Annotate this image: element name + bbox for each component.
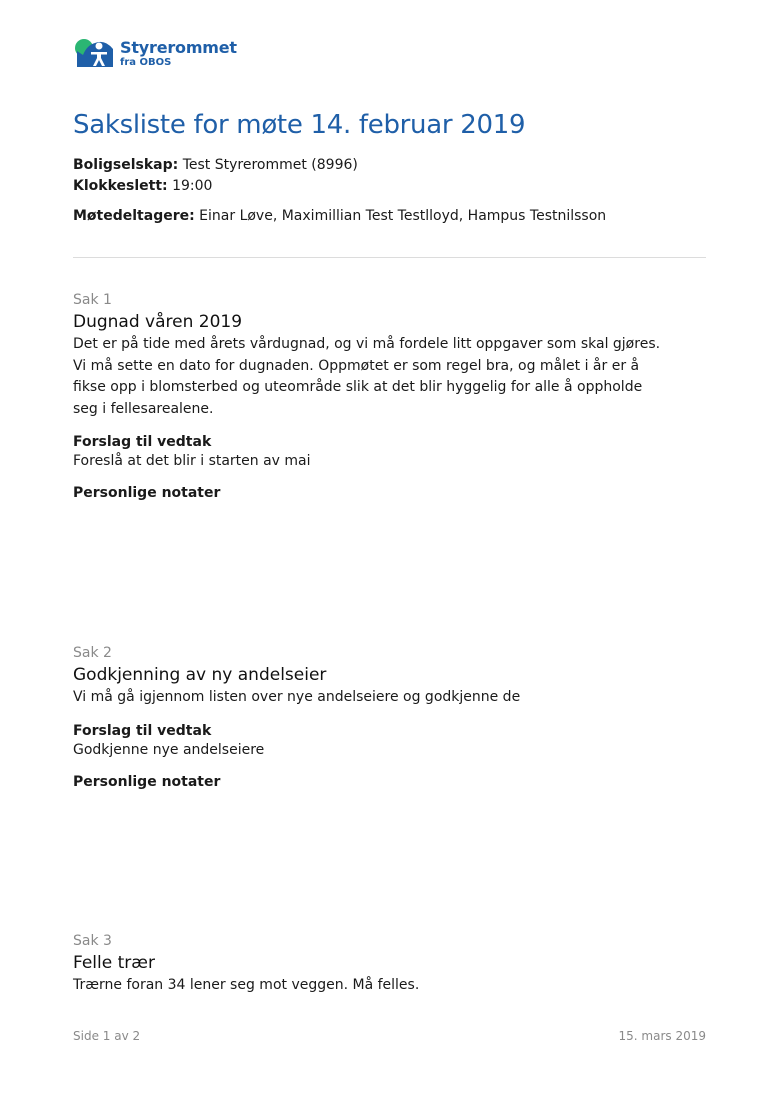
notater-label: Personlige notater: [73, 485, 221, 501]
sak-description: Trærne foran 34 lener seg mot veggen. Må felles.: [73, 977, 420, 993]
forslag-label: Forslag til vedtak: [73, 434, 212, 450]
boligselskap-line: [73, 157, 358, 173]
page-title: Saksliste for møte 14. februar 2019: [73, 110, 526, 140]
forslag-value: Foreslå at det blir i starten av mai: [73, 453, 311, 469]
klokkeslett-line: [73, 178, 212, 194]
klokkeslett-label: Klokkeslett:: [73, 178, 168, 194]
page-number: Side 1 av 2: [73, 1029, 141, 1043]
footer-date: 15. mars 2019: [618, 1029, 706, 1043]
forslag-label: Forslag til vedtak: [73, 722, 212, 739]
logo: [73, 37, 237, 70]
boligselskap-label: Boligselskap:: [73, 157, 179, 173]
sak-title: Dugnad våren 2019: [73, 312, 243, 332]
sak-number: Sak 3: [73, 933, 112, 949]
styrerommet-logo-icon: [73, 37, 117, 70]
divider: [73, 257, 706, 258]
deltagere-label: Møtedeltagere:: [73, 208, 195, 224]
sak-title: Felle trær: [73, 953, 155, 973]
forslag-value: Godkjenne nye andelseiere: [73, 741, 265, 758]
sak-1: [73, 292, 663, 501]
sak-number: Sak 2: [73, 645, 112, 661]
sak-2: [73, 645, 663, 790]
klokkeslett-value: 19:00: [172, 178, 213, 194]
logo-subtitle: fra OBOS: [120, 56, 172, 68]
boligselskap-value: Test Styrerommet (8996): [182, 157, 358, 173]
notater-label: Personlige notater: [73, 773, 221, 790]
deltagere-value: Einar Løve, Maximillian Test Testlloyd, Hampus Testnilsson: [199, 208, 607, 224]
logo-name: Styrerommet: [120, 37, 237, 57]
deltagere-line: [73, 208, 606, 224]
sak-number: Sak 1: [73, 292, 112, 308]
sak-title: Godkjenning av ny andelseier: [73, 665, 327, 685]
sak-description: Det er på tide med årets vårdugnad, og vi må fordele litt oppgaver som skal gjøres. Vi må sette en dato for dugnaden. Oppmøtet er som regel bra, og målet i år er å fikse opp i blomsterbed og uteområde slik at det blir hyggelig for alle å oppholde seg i fellesarealene.: [73, 336, 661, 417]
sak-description: Vi må gå igjennom listen over nye andelseiere og godkjenne de: [73, 689, 521, 705]
sak-3: [73, 933, 663, 997]
